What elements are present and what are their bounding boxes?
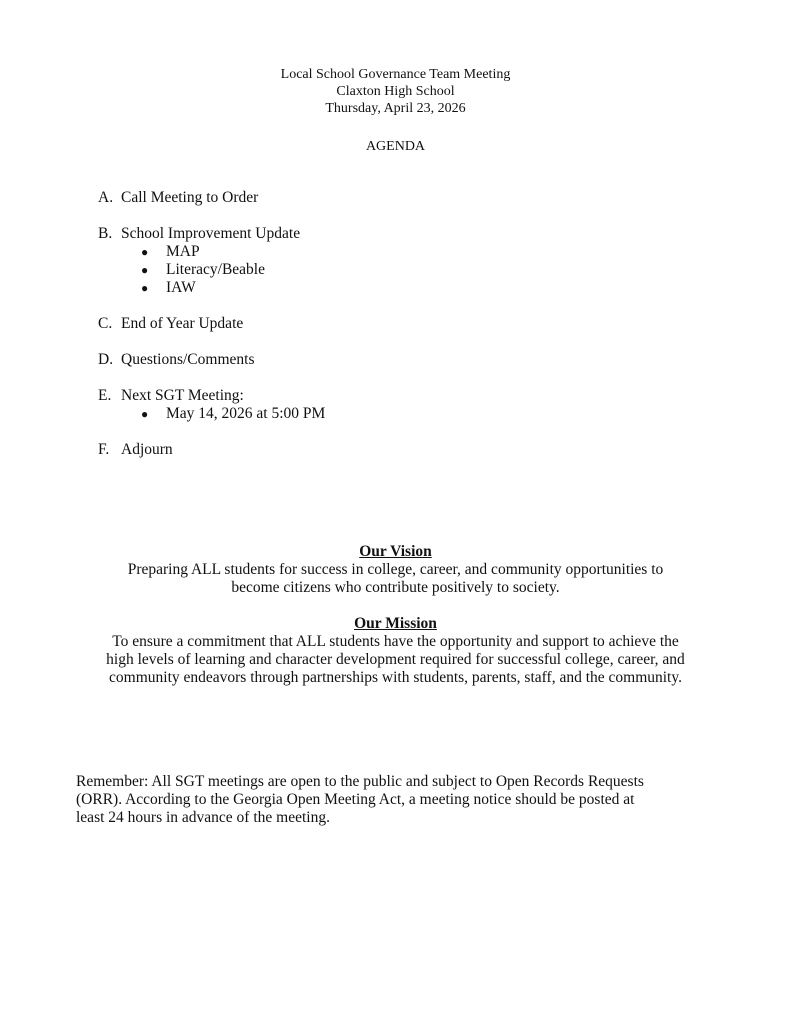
- mission-text-line: high levels of learning and character development required for successful college, career, and: [106, 651, 685, 668]
- bullet-icon: ●: [141, 245, 149, 259]
- mission-text-line: To ensure a commitment that ALL students have the opportunity and support to achieve the: [112, 633, 679, 650]
- sub-item: [98, 261, 698, 279]
- item-label: Next SGT Meeting:: [121, 387, 244, 404]
- agenda-title: AGENDA: [365, 139, 426, 154]
- item-label: School Improvement Update: [121, 225, 301, 242]
- sub-item: [98, 405, 698, 423]
- item-letter: D.: [98, 351, 114, 368]
- item-label: Questions/Comments: [121, 351, 255, 368]
- sub-item-label: MAP: [166, 243, 200, 260]
- vision-section: [0, 543, 791, 597]
- remember-note: [76, 773, 716, 827]
- agenda-list: [98, 188, 698, 476]
- item-label: Adjourn: [121, 441, 173, 458]
- bullet-icon: ●: [141, 407, 149, 421]
- sub-item-label: May 14, 2026 at 5:00 PM: [166, 405, 326, 422]
- bullet-icon: ●: [141, 281, 149, 295]
- vision-heading: Our Vision: [359, 543, 432, 560]
- agenda-item-adjourn: [98, 440, 698, 459]
- item-letter: B.: [98, 225, 113, 242]
- meeting-date: Thursday, April 23, 2026: [325, 101, 466, 116]
- item-letter: A.: [98, 189, 114, 206]
- vision-text-line: become citizens who contribute positively to society.: [231, 579, 560, 596]
- agenda-item-next-meeting: [98, 386, 698, 423]
- mission-text-line: community endeavors through partnerships with students, parents, staff, and the community.: [109, 669, 682, 686]
- agenda-item-questions: [98, 350, 698, 369]
- mission-section: [0, 615, 791, 687]
- item-letter: F.: [98, 441, 110, 458]
- item-letter: E.: [98, 387, 112, 404]
- vision-text-line: Preparing ALL students for success in college, career, and community opportunities to: [127, 561, 664, 578]
- agenda-item-call-to-order: [98, 188, 698, 207]
- sub-item: [98, 279, 698, 297]
- mission-heading: Our Mission: [354, 615, 437, 632]
- meeting-title: Local School Governance Team Meeting: [280, 67, 511, 82]
- sub-item: [98, 243, 698, 261]
- item-label: End of Year Update: [121, 315, 244, 332]
- sub-list: [98, 243, 698, 297]
- agenda-item-school-improvement: [98, 224, 698, 297]
- sub-item-label: IAW: [166, 279, 196, 296]
- remember-text-line: Remember: All SGT meetings are open to the public and subject to Open Records Requests: [76, 773, 644, 790]
- remember-text-line: (ORR). According to the Georgia Open Meeting Act, a meeting notice should be posted at: [76, 791, 635, 808]
- remember-text-line: least 24 hours in advance of the meeting.: [76, 809, 330, 826]
- school-name: Claxton High School: [336, 84, 455, 99]
- agenda-item-end-of-year: [98, 314, 698, 333]
- item-label: Call Meeting to Order: [121, 189, 259, 206]
- item-letter: C.: [98, 315, 113, 332]
- sub-item-label: Literacy/Beable: [166, 261, 265, 278]
- document-header: [0, 66, 791, 117]
- sub-list: [98, 405, 698, 423]
- bullet-icon: ●: [141, 263, 149, 277]
